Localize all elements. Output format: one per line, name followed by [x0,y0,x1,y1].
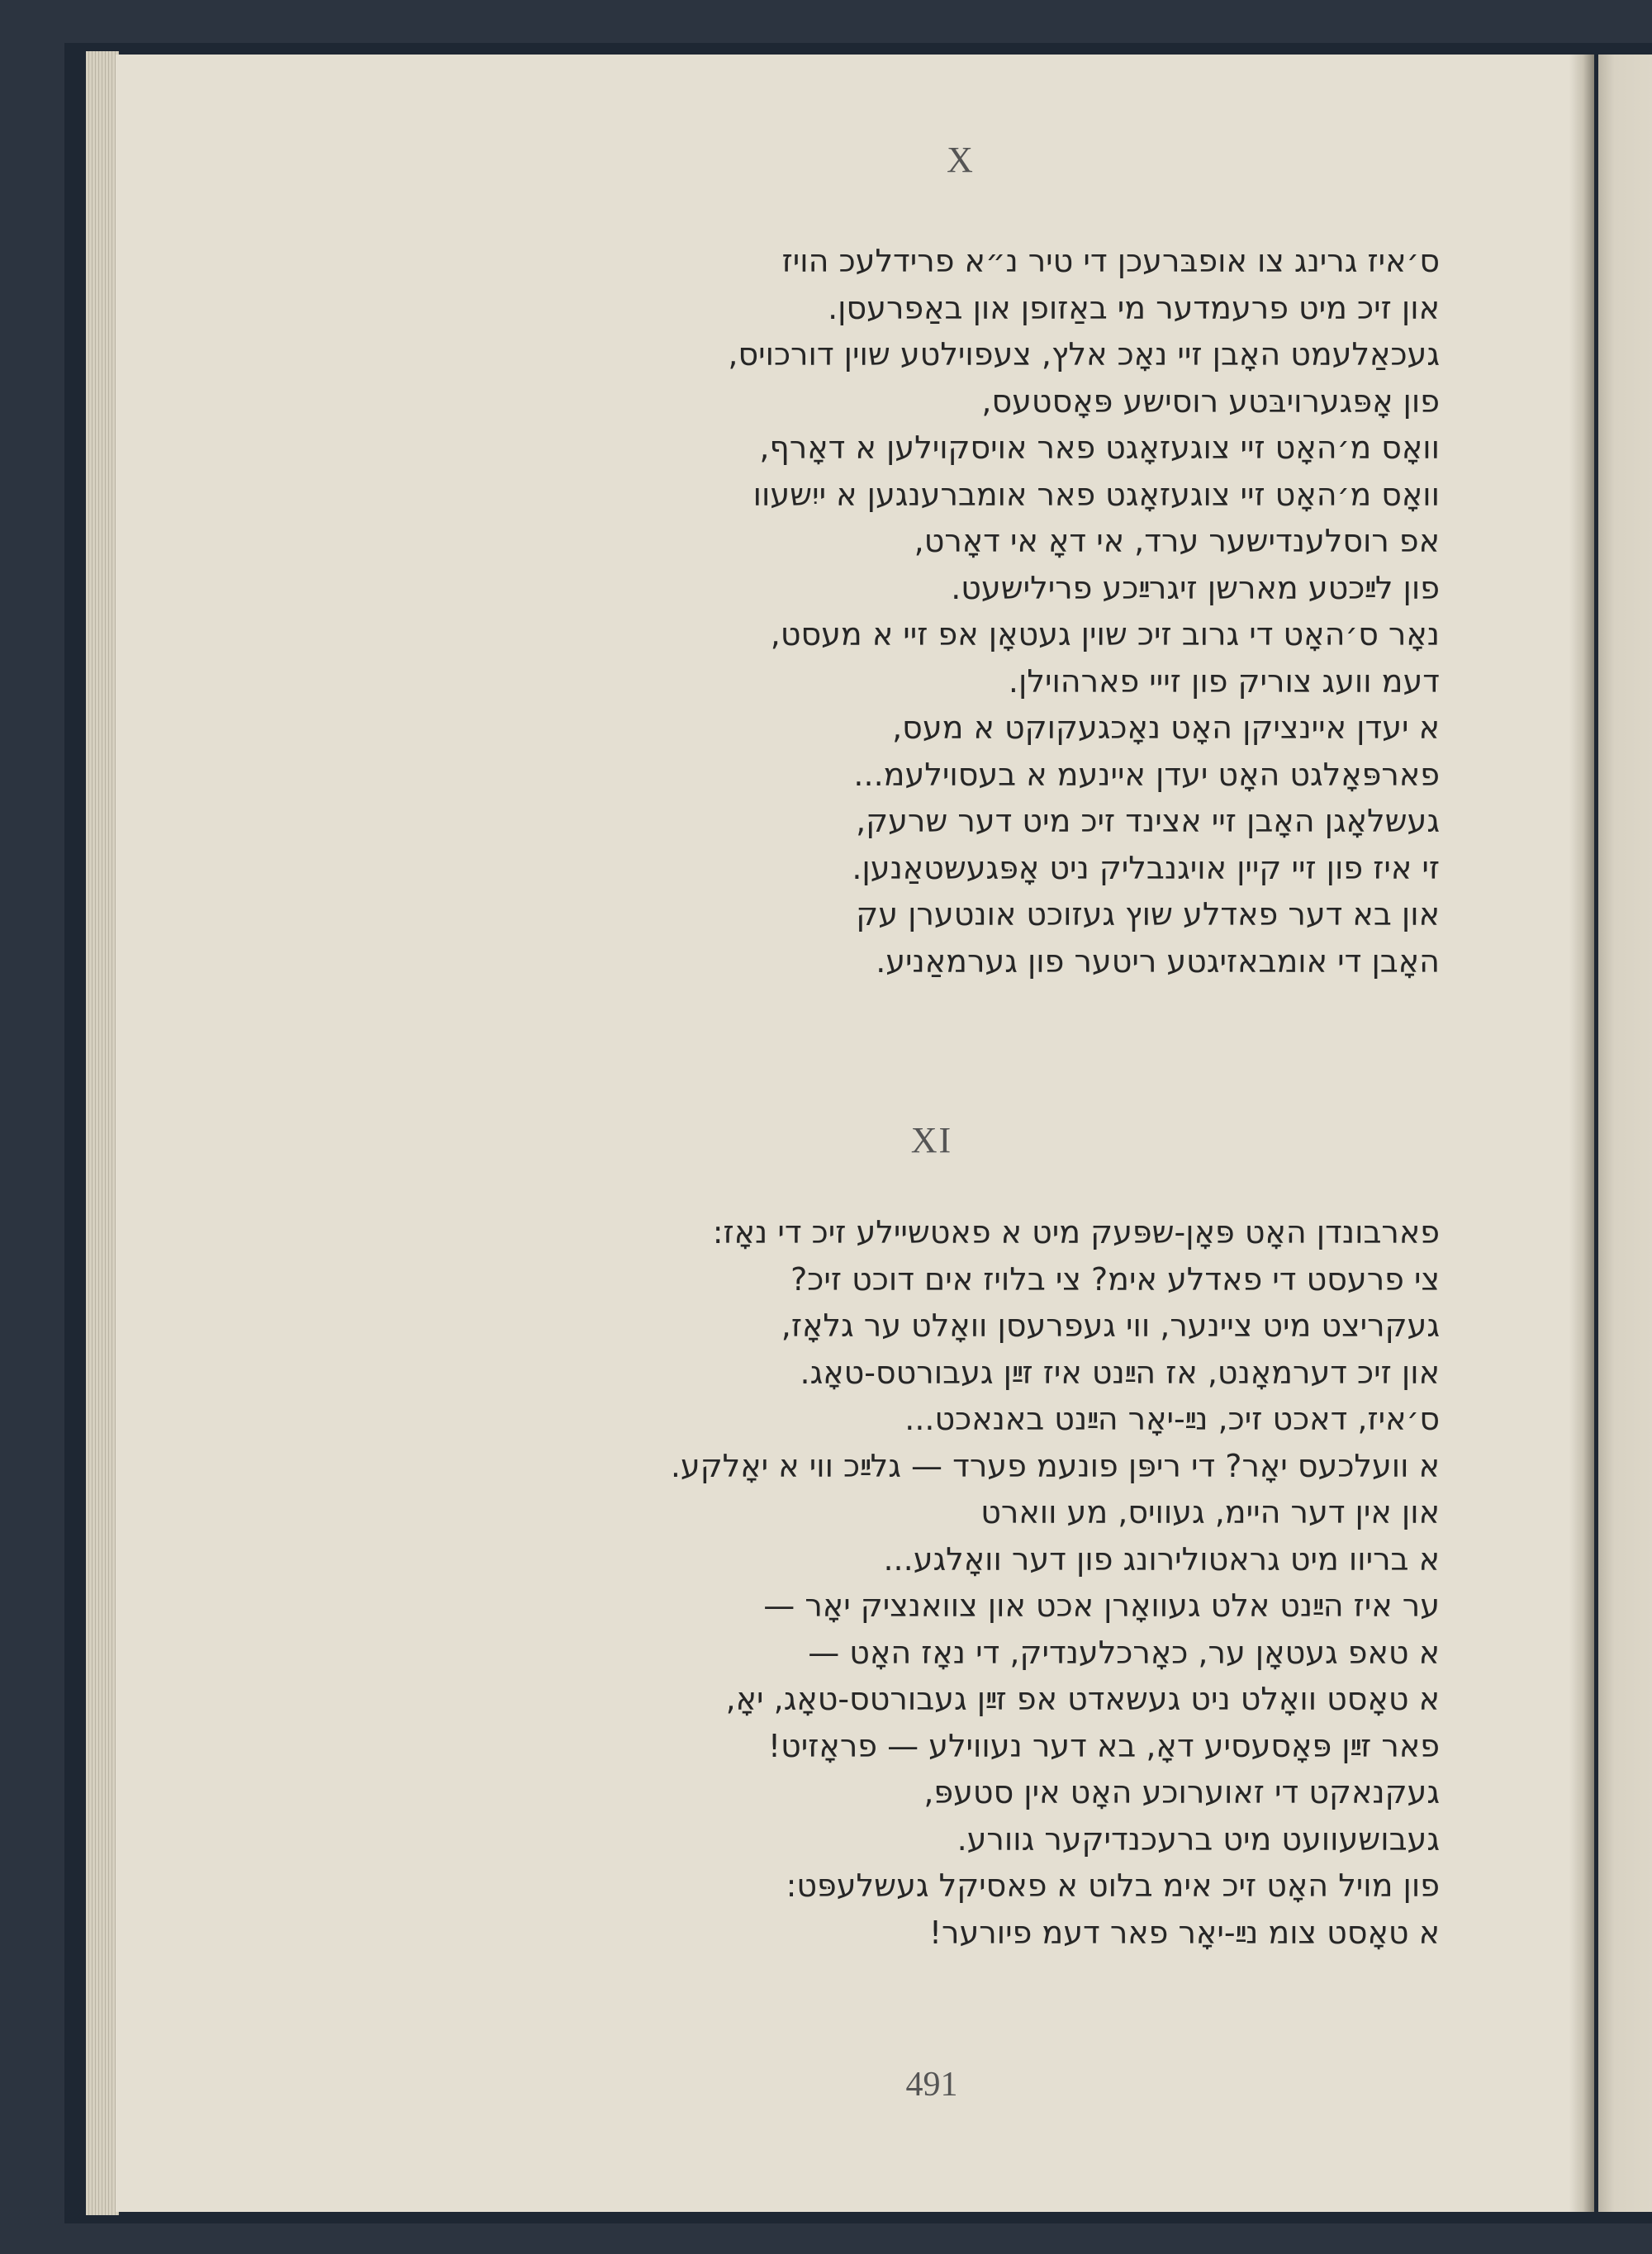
poem-line: א יעדן איינציקן האָט נאָכגעקוקט א מעס, [892,709,1440,746]
poem-line: אפ רוסלענדישער ערד, אי דאָ אי דאָרט, [914,523,1440,559]
poem-line: און אין דער היימ, געוויס, מע ווארט [980,1494,1440,1530]
poem-line: ס׳איז גרינג צו אופבּרעכן די טיר נ״א פרידלעכ הויז [781,243,1440,279]
section-heading-xi: XI [910,1120,953,1160]
poem-line: געקנאקט די זאוערוכע האָט אין סטעפּ, [923,1774,1440,1810]
poem-line: געבושעוועט מיט ברעכנדיקער גוורע. [957,1820,1440,1858]
poem-section-xi [283,1209,1440,1956]
poem-line: געכאַלעמט האָבן זיי נאָכ אלץ, צעפוילטע שוין דורכויס, [728,336,1440,373]
poem-line: געשלאָגן האָבן זיי אצינד זיכ מיט דער שרעק, [856,803,1440,839]
poem-line: זי איז פון זיי קיין אויגנבליק ניט אָפּגעשטאַנען. [852,849,1440,886]
poem-line: פון לײַכטע מארשן זיגרײַכע פרילישעט. [951,569,1440,606]
poem-line: א בריוו מיט גראטולירונג פון דער וואָלגע... [883,1540,1440,1578]
poem-line: פאר זײַן פּאָסעסיע דאָ, בא דער נעווילע — פראָזיט! [767,1727,1440,1764]
facing-page-edge [1598,55,1652,2212]
poem-section-x [366,238,1440,985]
gutter-shadow [1569,55,1594,2212]
poem-line: געקריצט מיט ציינער, ווי געפרעסן וואָלט ער גלאָז, [781,1307,1440,1344]
poem-line: א וועלכעס יאָר? די ריפּן פונעמ פערד — גלײַכ ווי א יאָלקע. [670,1447,1440,1484]
poem-line: צי פרעסט די פאדלע אימ? צי בלויז אים דוכט זיכ? [790,1260,1440,1298]
poem-line: א טאָסט וואָלט ניט געשאדט אפ זײַן געבורטס-טאָג, יאָ, [725,1681,1440,1717]
poem-line: פארבונדן האָט פּאָן-שפּעק מיט א פאטשיילע זיכ די נאָז: [712,1214,1440,1250]
poem-line: וואָס מ׳האָט זיי צוגעזאָגט פאר אויסקוילען א דאָרף, [759,429,1440,466]
poem-line: דעמ וועג צוריק פון זייי פארהוילן. [1008,662,1440,700]
poem-line: ער איז הײַנט אלט געוואָרן אכט און צוואנציק יאָר — [763,1587,1440,1624]
poem-line: פון מויל האָט זיכ אימ בלוט א פאסיקל געשלעפּט: [786,1867,1440,1904]
page-number: 491 [905,2066,958,2104]
poem-line: א טאָסט צומ נײַ-יאָר פאר דעמ פיורער! [928,1914,1440,1951]
poem-line: פון אָפּגערויבּטע רוסישע פּאָסטעס, [981,382,1440,420]
poem-line: פארפּאָלגט האָט יעדן איינעמ א בעסוילעמ... [853,756,1440,793]
poem-line: ס׳איז, דאכט זיכ, נײַ-יאָר הײַנט באנאכט... [904,1401,1440,1437]
poem-line: האָבן די אומבאזיגטע ריטער פון גערמאַניע. [876,942,1440,980]
poem-line: און זיכ דערמאָנט, אז הײַנט איז זײַן געבורטס-טאָג. [800,1354,1440,1391]
poem-line: א טאפ געטאָן ער, כאָרכלענדיק, די נאָז האָט — [808,1634,1440,1671]
page-edges [86,51,119,2215]
poem-line: און בא דער פאדלע שוץ געזוכט אונטערן עק [856,896,1440,932]
poem-line: נאָר ס׳האָט די גרוב זיכ שוין געטאָן אפ זיי א מעסט, [770,616,1440,652]
poem-line: און זיכ מיט פרעמדער מי באַזופן און באַפרעסן. [828,289,1440,326]
poem-line: וואָס מ׳האָט זיי צוגעזאָגט פאר אומברענגען א ייִשעוו [752,476,1440,513]
section-heading-x: X [947,140,975,180]
